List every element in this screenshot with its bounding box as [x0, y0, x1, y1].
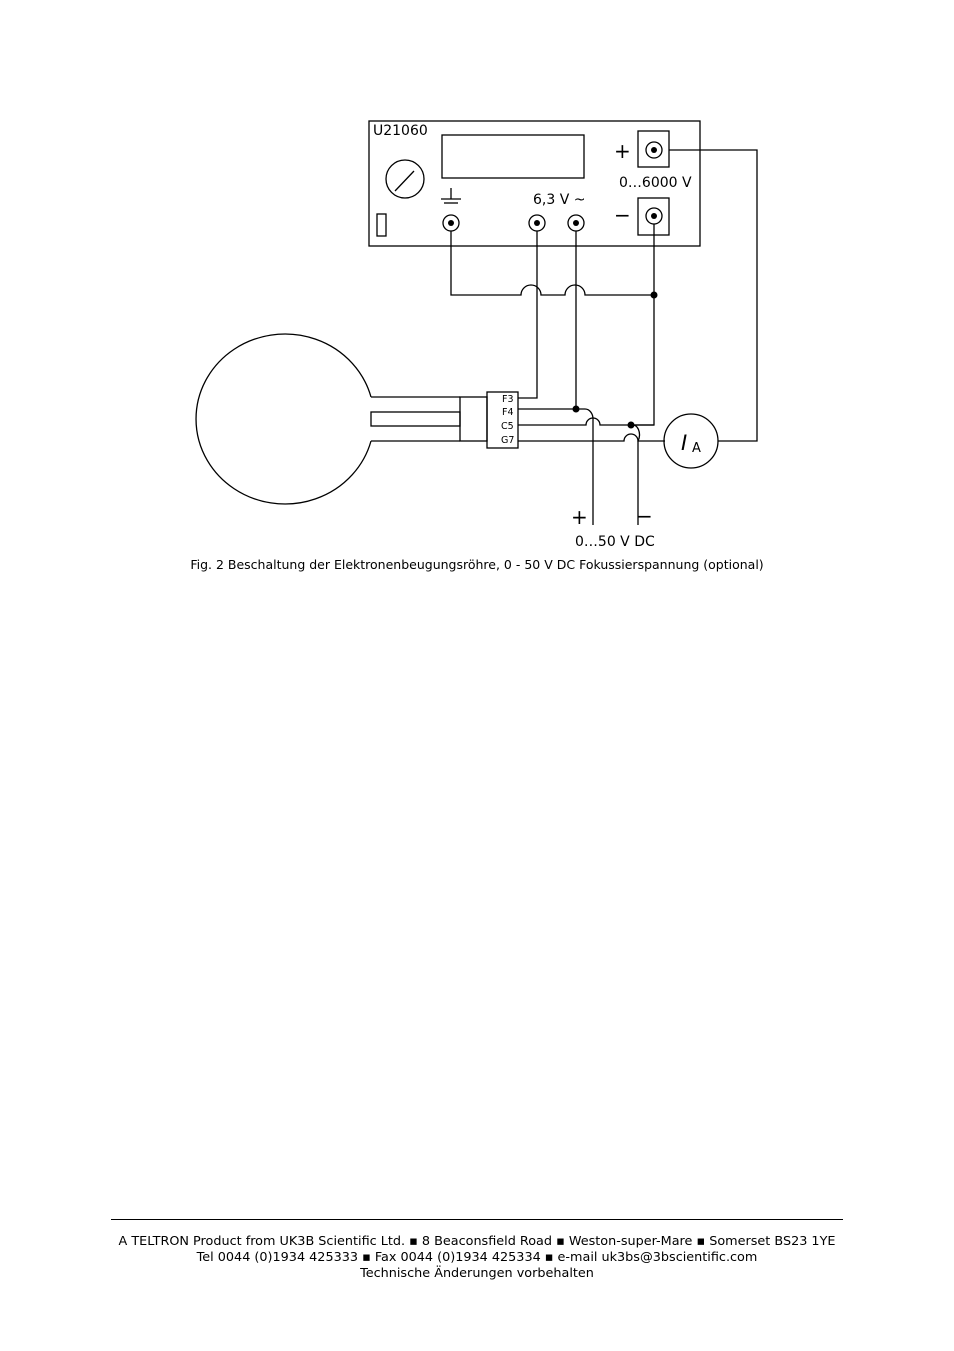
- device-label: U21060: [373, 123, 428, 139]
- junction-dot: [651, 292, 658, 299]
- hv-plus-wire: [669, 150, 757, 441]
- ammeter: [664, 414, 718, 468]
- ground-wire: [451, 231, 654, 295]
- f4-lead: [518, 409, 593, 419]
- filament-wire-f3: [518, 231, 537, 398]
- footer-address: A TELTRON Product from UK3B Scientific Ltd. ▪ 8 Beaconsfield Road ▪ Weston-super-Mare ▪ Somerset BS23 1YE: [118, 1234, 836, 1249]
- junction-dot: [628, 422, 635, 429]
- hv-minus-wire: [631, 224, 654, 425]
- tube-base: [460, 397, 487, 441]
- knob-icon: [386, 160, 424, 198]
- pin-label-f4: F4: [502, 407, 514, 418]
- ammeter-subscript: A: [692, 441, 701, 456]
- dc-plus-label: +: [571, 505, 588, 529]
- socket-center: [573, 220, 579, 226]
- socket-center: [651, 147, 657, 153]
- ammeter-symbol: I: [681, 431, 688, 455]
- g7-lead: [518, 434, 665, 441]
- socket-center: [534, 220, 540, 226]
- footer-contact: Tel 0044 (0)1934 425333 ▪ Fax 0044 (0)1934 425334 ▪ e-mail uk3bs@3bscientific.com: [196, 1250, 758, 1265]
- pin-label-g7: G7: [501, 435, 515, 446]
- tube-bulb: [196, 334, 371, 504]
- hv-plus-label: +: [614, 139, 631, 163]
- footer-divider: [111, 1219, 843, 1220]
- filament-voltage-label: 6,3 V ~: [533, 192, 586, 208]
- junction-dot: [573, 406, 580, 413]
- dc-minus-label: −: [636, 504, 653, 528]
- footer: [0, 1234, 954, 1282]
- socket-center: [448, 220, 454, 226]
- pin-label-c5: C5: [501, 421, 514, 432]
- dc-range-label: 0…50 V DC: [575, 534, 655, 550]
- socket-center: [651, 213, 657, 219]
- hv-minus-label: −: [614, 203, 631, 227]
- figure-caption: Fig. 2 Beschaltung der Elektronenbeugungsröhre, 0 - 50 V DC Fokussierspannung (optional): [190, 557, 764, 572]
- hv-range-label: 0…6000 V: [619, 175, 692, 191]
- knob-pointer: [395, 171, 414, 191]
- tube-inner-neck: [371, 412, 460, 426]
- power-switch: [377, 214, 386, 236]
- circuit-diagram: [0, 0, 954, 600]
- pin-label-f3: F3: [502, 394, 514, 405]
- display-window: [442, 135, 584, 178]
- footer-disclaimer: Technische Änderungen vorbehalten: [360, 1266, 594, 1281]
